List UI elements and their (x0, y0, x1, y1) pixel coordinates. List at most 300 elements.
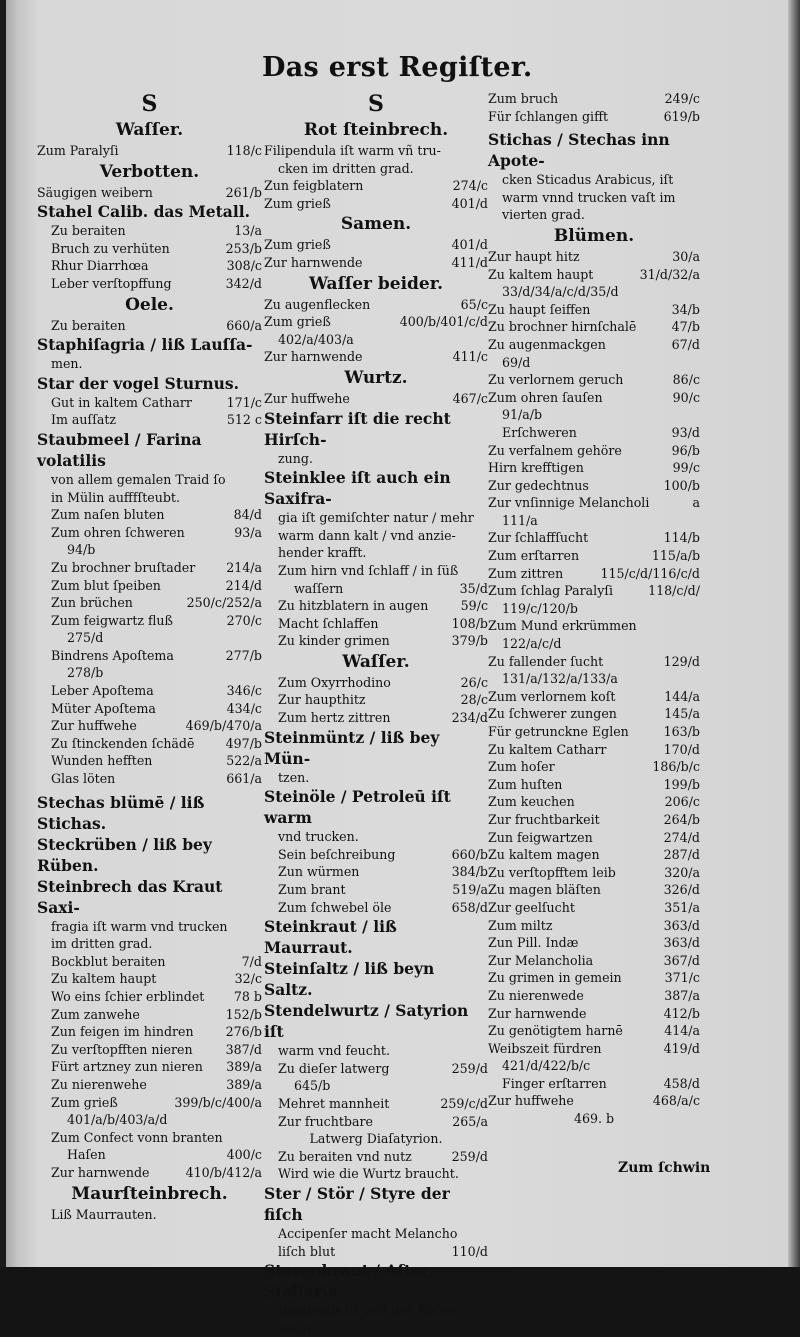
entry-label: Erſchweren (502, 424, 577, 440)
index-entry (264, 846, 488, 864)
index-entry (37, 752, 262, 770)
page-reference: 96/b (671, 442, 700, 458)
continuation-line: 275/d (67, 630, 104, 646)
index-entry (37, 770, 262, 788)
entry-label: Zum zittren (488, 565, 564, 581)
index-entry (488, 934, 700, 952)
entry-heading: Staubmeel / Farina volatilis (37, 429, 202, 470)
index-entry (488, 459, 700, 477)
entry-label: Zur Melancholia (488, 952, 594, 968)
centered-line: 469. b (573, 1111, 615, 1127)
entry-heading: Staphiſagria / liß Lauſſa- (37, 335, 253, 355)
page-reference: 363/d (663, 917, 700, 933)
index-entry (488, 477, 700, 495)
page-reference: 171/c (226, 394, 262, 410)
entry-label: Zu ſchwerer zungen (488, 706, 617, 722)
index-entry (488, 494, 700, 512)
index-entry (488, 266, 700, 284)
index-entry (264, 881, 488, 899)
entry-label: Weibszeit fürdren (488, 1040, 602, 1056)
continuation-line: 94/b (67, 542, 96, 558)
entry-label: Für ſchlangen gifft (488, 108, 609, 124)
entry-label: Zur huffwehe (51, 718, 137, 734)
index-entry (488, 758, 700, 776)
page-reference: 93/a (234, 524, 262, 540)
index-entry (488, 987, 700, 1005)
page-reference: a (692, 495, 700, 511)
entry-heading: Steinbrech das Kraut Saxi- (37, 876, 223, 917)
entry-label: Zum ohren ſauſen (488, 389, 603, 405)
index-entry (264, 615, 488, 633)
continuation-line: zung. (278, 450, 313, 466)
page-reference: 250/c/252/a (186, 595, 262, 611)
index-entry (37, 1146, 262, 1164)
entry-label: Zu genötigtem harnē (488, 1023, 623, 1039)
index-entry (37, 970, 262, 988)
entry-label: Zur harnwende (51, 1164, 150, 1180)
continuation-line: 278/b (67, 665, 104, 681)
entry-label: Zum zanwehe (51, 1006, 140, 1022)
entry-label: Zu beraiten (51, 317, 126, 333)
entry-heading: Sterenkraut / Aſter, Stellaria (264, 1261, 434, 1302)
continuation-line: 645/b (294, 1078, 331, 1094)
continuation-line: vnd trucken. (278, 829, 359, 845)
page-reference: 163/b (663, 724, 700, 739)
page-reference: 522/a (226, 753, 262, 769)
entry-label: Zum feigwartz fluß (51, 612, 173, 628)
index-entry (264, 863, 488, 881)
entry-heading: Steinkraut / liß Maurraut. (264, 917, 397, 958)
entry-label: Zur harnwende (264, 349, 363, 365)
continuation-line: 401/a/b/403/a/d (67, 1112, 168, 1128)
continuation-line: 402/a/403/a (278, 331, 354, 347)
continuation-line: tzen. (278, 769, 310, 785)
entry-heading: Steinöle / Petroleū iſt warm (264, 787, 451, 828)
continuation-line: 111/a (502, 512, 538, 528)
subheading: Blümen. (553, 225, 635, 246)
entry-label: Müter Apoſtema (51, 700, 156, 716)
index-entry (488, 688, 700, 706)
entry-heading: Stichas / Stechas inn Apote- (488, 130, 670, 171)
continuation-line: natur. (278, 1320, 316, 1336)
index-entry (37, 1129, 262, 1147)
entry-label: Zur huffwehe (264, 390, 350, 406)
page-reference: 265/a (452, 1113, 488, 1129)
entry-label: liſch blut (278, 1243, 336, 1259)
page-reference: 412/b (663, 1005, 700, 1021)
continuation-line: 131/a/132/a/133/a (502, 671, 618, 687)
entry-label: Zum blut ſpeiben (51, 577, 161, 593)
entry-label: Zu beraiten (51, 223, 126, 239)
page-reference: 270/c (226, 612, 262, 628)
index-entry (264, 1243, 488, 1261)
page-reference: 214/d (225, 577, 262, 593)
section-letter: S (141, 91, 158, 117)
continuation-line: gia iſt gemiſchter natur / mehr (278, 510, 474, 526)
index-entry (488, 1022, 700, 1040)
page-reference: 277/b (225, 647, 262, 663)
entry-label: Zur harnwende (264, 254, 363, 270)
index-entry (264, 254, 488, 272)
index-entry (488, 318, 700, 336)
entry-label: Zum Oxyrrhodino (278, 674, 391, 690)
page-reference: 118/c/d/ (648, 583, 700, 599)
continuation-line: Liß Maurrauten. (51, 1206, 157, 1222)
entry-label: Zur harnwende (488, 1005, 587, 1021)
continuation-line: hender krafft. (278, 545, 367, 561)
page-reference: 35/d (459, 580, 488, 596)
index-entry (37, 506, 262, 524)
page-reference: 400/c (226, 1147, 262, 1163)
page-title: Das erst Regiſter. (262, 52, 533, 83)
entry-label: Zur gedechtnus (488, 477, 589, 493)
entry-label: Zu magen bläſten (488, 882, 601, 898)
page-reference: 118/c (226, 143, 262, 158)
entry-label: Zum Mund erkrümmen (488, 618, 637, 634)
entry-label: Zu kaltem haupt (51, 971, 157, 987)
index-entry (488, 336, 700, 354)
continuation-line: von allem gemalen Traid ſo (51, 471, 226, 487)
continuation-line: 119/c/120/b (502, 600, 578, 616)
index-entry (37, 1058, 262, 1076)
page-reference: 512 c (226, 412, 262, 428)
continuation-line: Zum hirn vnd ſchlaff / in ſüß (278, 562, 459, 578)
entry-label: Zu ſtinckenden ſchädē (51, 735, 195, 751)
index-entry (37, 682, 262, 700)
page-reference: 414/a (664, 1023, 700, 1039)
index-entry (264, 691, 488, 709)
index-entry (488, 793, 700, 811)
entry-label: Zum erſtarren (488, 548, 580, 564)
entry-label: Haſen (67, 1147, 106, 1163)
continuation-line: men. (51, 356, 83, 372)
entry-label: Zun feigblatern (264, 178, 364, 194)
entry-label: Zu augenmackgen (488, 336, 606, 352)
entry-label: Zu augenflecken (264, 296, 371, 312)
page-reference: 410/b/412/a (185, 1164, 262, 1180)
subheading: Rot ſteinbrech. (303, 120, 449, 140)
index-entry (488, 301, 700, 319)
entry-label: Zu haupt ſeiffen (488, 301, 591, 317)
entry-heading: Stendelwurtz / Satyrion iſt (264, 1001, 469, 1042)
page-reference: 93/d (671, 424, 700, 440)
page-reference: 399/b/c/400/a (174, 1094, 262, 1110)
page-reference: 367/d (663, 952, 700, 968)
page-reference: 84/d (233, 507, 262, 523)
index-entry (37, 257, 262, 275)
entry-label: Zum hertz zittren (278, 710, 391, 726)
page-reference: 389/a (226, 1059, 262, 1075)
index-entry (488, 1040, 700, 1058)
continuation-line: Wird wie die Wurtz braucht. (278, 1166, 459, 1182)
index-entry (37, 240, 262, 258)
page-reference: 660/b (451, 846, 488, 862)
subheading: Waſſer beider. (308, 273, 444, 294)
index-entry (264, 390, 488, 408)
entry-label: Zu nierenwede (488, 987, 584, 1003)
continuation-line: warm vnnd trucken vaſt im (502, 189, 676, 205)
entry-label: Zu kaltem magen (488, 847, 600, 863)
continuation-line: 122/a/c/d (502, 636, 562, 652)
index-entry (488, 1092, 700, 1110)
index-entry (37, 1164, 262, 1182)
index-entry (37, 275, 262, 293)
index-entry (37, 735, 262, 753)
page-reference: 274/d (663, 829, 700, 845)
page-reference: 199/b (663, 776, 700, 792)
entry-label: Zu verſtopfftem leib (488, 864, 616, 880)
page-reference: 387/d (225, 1041, 262, 1057)
index-entry (37, 594, 262, 612)
index-entry (488, 617, 700, 635)
page-edge-right (788, 0, 800, 1267)
entry-label: Zum bruch (488, 91, 559, 106)
page-reference: 59/c (460, 598, 488, 614)
index-entry (488, 741, 700, 759)
entry-label: Bockblut beraiten (51, 953, 166, 969)
index-entry (37, 612, 262, 630)
page-reference: 326/d (663, 882, 700, 898)
page-reference: 387/a (664, 987, 700, 1003)
subheading: Waſſer. (342, 651, 410, 672)
index-entry (37, 1094, 262, 1112)
entry-label: Zum huſten (488, 776, 563, 792)
index-entry (488, 952, 700, 970)
page-reference: 115/c/d/116/c/d (600, 565, 700, 581)
page-reference: 114/b (663, 530, 700, 546)
entry-label: Zur haupt hitz (488, 248, 580, 264)
page-reference: 519/a (452, 882, 488, 898)
index-entry (264, 597, 488, 615)
entry-label: Zum Confect vonn branten (51, 1129, 223, 1145)
page-reference: 389/a (226, 1076, 262, 1092)
entry-label: Zu nierenwehe (51, 1076, 147, 1092)
index-entry (264, 580, 488, 598)
continuation-line: warm dann kalt / vnd anzie- (278, 527, 456, 543)
entry-label: Zum Paralyſi (37, 143, 119, 158)
continuation-line: Filipendula iſt warm vñ tru- (264, 143, 441, 158)
entry-label: Im auſſatz (51, 412, 117, 428)
page-reference: 13/a (234, 223, 262, 239)
subheading: Verbotten. (99, 161, 200, 182)
entry-label: Zum grieß (264, 237, 331, 253)
entry-label: Zur huffwehe (488, 1093, 574, 1109)
index-entry (264, 348, 488, 366)
index-entry (488, 90, 700, 108)
continuation-line: 421/d/422/b/c (502, 1058, 591, 1074)
index-entry (488, 969, 700, 987)
index-entry (37, 411, 262, 429)
page-reference: 31/d/32/a (639, 266, 700, 282)
page-reference: 32/c (234, 971, 262, 987)
index-entry (264, 899, 488, 917)
page-reference: 276/b (225, 1024, 262, 1040)
entry-label: Hirn krefftigen (488, 460, 584, 476)
index-column-3 (488, 90, 700, 1128)
page-edge-left (0, 0, 6, 1267)
index-entry (264, 313, 488, 331)
entry-label: Gut in kaltem Catharr (51, 394, 192, 410)
page-reference: 287/d (663, 847, 700, 863)
entry-label: Fürt artzney zun nieren (51, 1059, 203, 1075)
entry-label: Zun feigen im hindren (51, 1024, 194, 1040)
entry-label: Leber verſtopffung (51, 275, 172, 291)
index-entry (488, 653, 700, 671)
page-reference: 469/b/470/a (185, 718, 262, 734)
index-entry (37, 1041, 262, 1059)
index-entry (264, 296, 488, 314)
page-reference: 259/d (451, 1060, 488, 1076)
continuation-line: im dritten grad. (51, 936, 153, 952)
entry-label: Zu hitzblatern in augen (278, 598, 429, 614)
page-reference: 186/b/c (652, 759, 700, 775)
entry-label: Zur fruchtbare (278, 1113, 373, 1129)
page-reference: 400/b/401/c/d (399, 314, 488, 330)
index-entry (264, 1060, 488, 1078)
page-reference: 320/a (664, 864, 700, 880)
entry-label: Zum hoſer (488, 759, 555, 775)
entry-label: Zun feigwartzen (488, 829, 593, 845)
index-entry (264, 1095, 488, 1113)
entry-label: Zu grimen in gemein (488, 970, 622, 986)
entry-label: Glas löten (51, 771, 116, 787)
page-reference: 401/d (451, 237, 488, 253)
entry-label: Zur fruchtbarkeit (488, 811, 600, 827)
page-reference: 47/b (671, 319, 700, 335)
page-reference: 7/d (241, 953, 262, 969)
entry-label: Zu verſtopfften nieren (51, 1041, 193, 1057)
entry-heading: Steckrüben / liß bey Rüben. (37, 834, 212, 875)
entry-label: Zum grieß (51, 1094, 118, 1110)
subheading: Waſſer. (115, 120, 184, 140)
index-entry (264, 236, 488, 254)
page-reference: 65/c (460, 296, 488, 312)
index-entry (37, 953, 262, 971)
subheading: Maurſteinbrech. (71, 1183, 228, 1204)
entry-label: Zu kaltem haupt (488, 266, 594, 282)
page-reference: 274/c (452, 178, 488, 194)
entry-label: Zun Pill. Indæ (488, 935, 579, 951)
continuation-line: fragia iſt warm vnd trucken (51, 918, 228, 934)
page-reference: 78 b (233, 989, 262, 1004)
entry-label: Zum brant (278, 882, 346, 898)
index-entry (488, 1005, 700, 1023)
entry-label: Zur ſchlaffſucht (488, 530, 589, 546)
entry-label: Leber Apoſtema (51, 683, 154, 699)
entry-label: Macht ſchlaffen (278, 615, 379, 631)
index-entry (37, 988, 262, 1006)
index-entry (488, 389, 700, 407)
continuation-line: 33/d/34/a/c/d/35/d (502, 284, 619, 300)
entry-label: Zu dieſer latwerg (278, 1060, 390, 1076)
page-reference: 261/b (225, 184, 262, 200)
entry-label: Wo eins ſchier erblindet (51, 989, 205, 1004)
page-reference: 363/d (663, 935, 700, 951)
page-reference: 468/a/c (652, 1093, 700, 1109)
index-entry (264, 1113, 488, 1131)
index-entry (488, 565, 700, 583)
entry-label: Zum grieß (264, 195, 331, 211)
page-reference: 458/d (663, 1075, 700, 1091)
index-entry (37, 394, 262, 412)
index-entry (37, 142, 262, 160)
index-entry (37, 577, 262, 595)
entry-heading: Steinſaltz / liß beyn Saltz. (264, 959, 435, 1000)
index-entry (37, 222, 262, 240)
entry-label: Zun brüchen (51, 595, 133, 611)
entry-label: Zu fallender ſucht (488, 653, 604, 669)
continuation-line: cken Sticadus Arabicus, iſt (502, 172, 674, 188)
entry-label: Bruch zu verhüten (51, 240, 170, 256)
page-reference: 249/c (664, 91, 700, 106)
page-reference: 342/d (225, 275, 262, 291)
index-entry (37, 524, 262, 542)
entry-label: Zur geelſucht (488, 899, 575, 915)
page-reference: 259/d (451, 1148, 488, 1164)
index-entry (264, 177, 488, 195)
entry-label: Zum naſen bluten (51, 507, 165, 523)
entry-label: Zu beraiten vnd nutz (278, 1148, 412, 1164)
entry-heading: Steinmüntz / liß bey Mün- (264, 727, 440, 768)
page-reference: 411/d (451, 254, 488, 270)
entry-label: Zur vnſinnige Melancholi (488, 495, 650, 511)
page-reference: 264/b (663, 811, 700, 827)
page-reference: 86/c (672, 372, 700, 388)
entry-label: Zum keuchen (488, 794, 575, 810)
index-entry (37, 184, 262, 202)
entry-label: Säugigen weibern (37, 184, 153, 200)
page-reference: 90/c (672, 389, 700, 405)
page-reference: 34/b (671, 301, 700, 317)
index-entry (488, 864, 700, 882)
index-entry (264, 195, 488, 213)
page-reference: 99/c (672, 460, 700, 476)
page-reference: 26/c (460, 674, 488, 690)
index-entry (37, 647, 262, 665)
page-reference: 660/a (226, 317, 262, 333)
continuation-line: cken im dritten grad. (278, 160, 414, 176)
page-reference: 214/a (226, 559, 262, 575)
entry-label: Zu verfalnem gehöre (488, 442, 622, 458)
page-reference: 384/b (451, 864, 488, 880)
page-reference: 170/d (663, 741, 700, 757)
entry-label: Zu verlornem geruch (488, 372, 624, 388)
page-reference: 658/d (451, 899, 488, 915)
subheading: Samen. (340, 214, 412, 235)
page-reference: 308/c (226, 258, 262, 274)
page-reference: 152/b (225, 1006, 262, 1022)
page-reference: 28/c (460, 692, 488, 708)
entry-heading: Stechas blümē / liß Stichas. (37, 792, 205, 833)
index-entry (37, 717, 262, 735)
entry-heading: Ster / Stör / Styre der fiſch (264, 1183, 450, 1224)
index-entry (37, 700, 262, 718)
page-reference: 371/c (664, 970, 700, 986)
index-entry (37, 559, 262, 577)
page-reference: 434/c (226, 700, 262, 716)
page-reference: 115/a/b (651, 548, 700, 564)
index-entry (264, 674, 488, 692)
index-entry (488, 705, 700, 723)
entry-label: Rhur Diarrhœa (51, 258, 149, 274)
index-entry (488, 442, 700, 460)
entry-label: Zum ſchlag Paralyſi (488, 583, 614, 599)
continuation-line: Inguinalis iſt vaſt der Roſen (278, 1303, 455, 1319)
index-entry (37, 317, 262, 335)
index-entry (488, 248, 700, 266)
index-entry (488, 811, 700, 829)
page-reference: 346/c (226, 683, 262, 699)
